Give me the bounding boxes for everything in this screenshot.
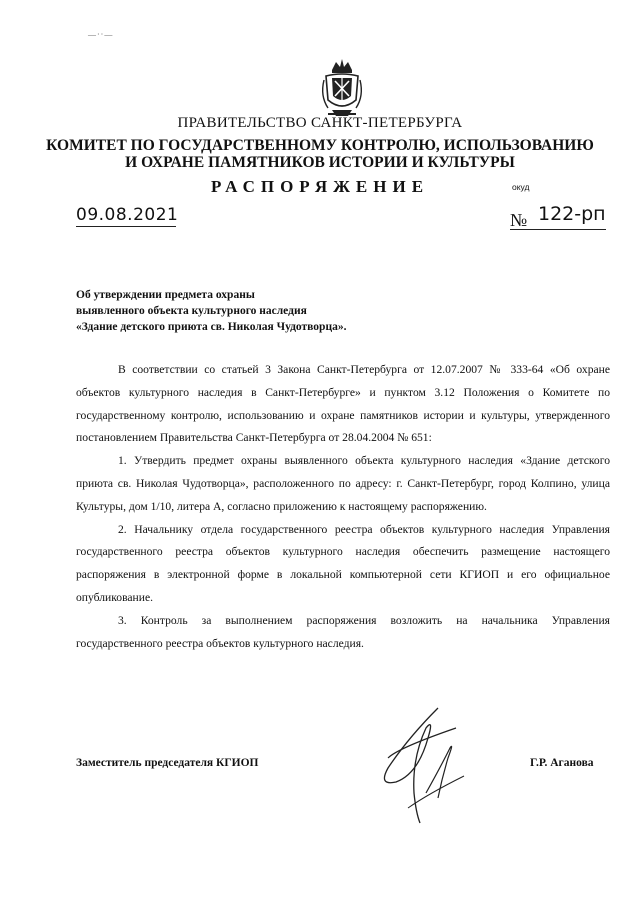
committee-line-1: КОМИТЕТ ПО ГОСУДАРСТВЕННОМУ КОНТРОЛЮ, ИСПОЛЬЗОВАНИЮ <box>46 137 594 154</box>
document-type: РАСПОРЯЖЕНИЕ <box>210 177 430 196</box>
number-underline <box>510 229 606 230</box>
signatory-name: Г.Р. Аганова <box>530 757 594 769</box>
committee-name <box>0 137 640 171</box>
okud-label: окуд <box>512 182 530 192</box>
document-number: 122-рп <box>538 203 606 225</box>
handwritten-signature <box>368 698 478 828</box>
committee-line-2: И ОХРАНЕ ПАМЯТНИКОВ ИСТОРИИ И КУЛЬТУРЫ <box>125 154 515 171</box>
title-line-1: Об утверждении предмета охраны <box>76 289 255 301</box>
title-line-2: выявленного объекта культурного наследия <box>76 305 307 317</box>
corner-mark: —··— <box>88 30 114 39</box>
title-line-3: «Здание детского приюта св. Николая Чудотворца». <box>76 321 347 333</box>
document-title <box>76 287 346 335</box>
signatory-position: Заместитель председателя КГИОП <box>76 757 259 769</box>
body-item-1: 1. Утвердить предмет охраны выявленного объекта культурного наследия «Здание детского приюта св. Николая Чудотворца», расположенного по адресу: г. Санкт-Петербург, город Колпино, улица Культуры, дом 1/10, литера А, согласно приложению к настоящему распоряжению. <box>76 454 610 513</box>
body-item-3: 3. Контроль за выполнением распоряжения возложить на начальника Управления государственного реестра объектов культурного наследия. <box>76 613 610 650</box>
date-underline <box>76 226 176 227</box>
body-item-2: 2. Начальнику отдела государственного реестра объектов культурного наследия Управления государственного реестра объектов культурного наследия обеспечить размещение настоящего распоряжения в электронной форме в локальной компьютерной сети КГИОП и его официальное опубликование. <box>76 522 610 604</box>
document-date: 09.08.2021 <box>76 205 179 225</box>
number-sign: № <box>510 210 528 230</box>
document-body <box>76 359 610 655</box>
body-intro: В соответствии со статьей 3 Закона Санкт-Петербурга от 12.07.2007 № 333-64 «Об охране объектов культурного наследия в Санкт-Петербурге» и пунктом 3.12 Положения о Комитете по государственному контролю, использованию и охране памятников истории и культуры, утвержденного постановлением Правительства Санкт-Петербурга от 28.04.2004 № 651: <box>76 363 610 445</box>
coat-of-arms-icon <box>318 56 366 120</box>
government-name: ПРАВИТЕЛЬСТВО САНКТ-ПЕТЕРБУРГА <box>177 115 463 131</box>
